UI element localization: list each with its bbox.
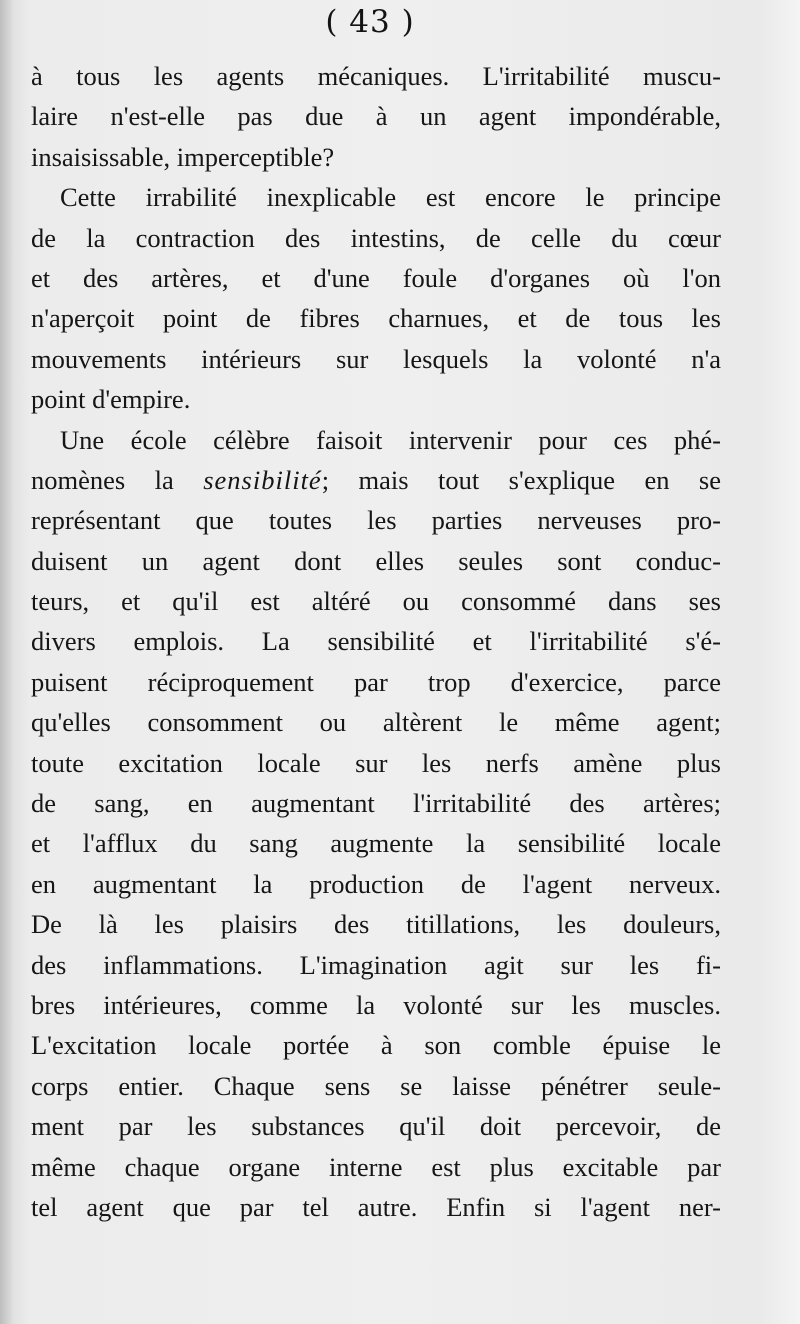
paragraph-2 xyxy=(31,177,721,419)
text-line: laire n'est-elle pas due à un agent impondérable, xyxy=(31,101,721,132)
text-line: mouvements intérieurs sur lesquels la volonté n'a xyxy=(31,343,721,374)
text-line: puisent réciproquement par trop d'exercice, parce xyxy=(31,666,721,697)
italic-term: sensibilité xyxy=(203,464,322,495)
text-span: ; mais tout s'explique en se xyxy=(321,464,722,495)
page-binding-edge xyxy=(0,0,14,1324)
text-line: représentant que toutes les parties nerveuses pro- xyxy=(31,505,721,536)
page-number: ( 43 ) xyxy=(325,4,415,40)
text-line: des inflammations. L'imagination agit sur les fi- xyxy=(31,949,721,980)
text-line: n'aperçoit point de fibres charnues, et de tous les xyxy=(31,303,721,334)
text-line: Cette irrabilité inexplicable est encore le principe xyxy=(60,182,721,213)
text-line: de la contraction des intestins, de celle du cœur xyxy=(31,222,721,253)
body-text xyxy=(31,56,721,1227)
text-line: teurs, et qu'il est altéré ou consommé dans ses xyxy=(31,586,721,617)
text-line: ment par les substances qu'il doit percevoir, de xyxy=(31,1111,721,1142)
text-line: qu'elles consomment ou altèrent le même agent; xyxy=(31,707,721,738)
text-line: De là les plaisirs des titillations, les douleurs, xyxy=(31,909,721,940)
text-span: nomènes la xyxy=(31,464,204,495)
text-line: en augmentant la production de l'agent nerveux. xyxy=(31,868,721,899)
text-line-with-italic xyxy=(31,460,721,500)
text-line: insaisissable, imperceptible? xyxy=(31,141,335,172)
text-line: duisent un agent dont elles seules sont conduc- xyxy=(31,545,721,576)
text-line: et des artères, et d'une foule d'organes où l'on xyxy=(31,262,721,293)
paragraph-3 xyxy=(31,420,721,1228)
text-line: Une école célèbre faisoit intervenir pour ces phé- xyxy=(60,424,721,455)
text-line: bres intérieures, comme la volonté sur les muscles. xyxy=(31,989,721,1020)
text-line: toute excitation locale sur les nerfs amène plus xyxy=(31,747,721,778)
text-line: et l'afflux du sang augmente la sensibilité locale xyxy=(31,828,721,859)
paragraph-1 xyxy=(31,56,721,177)
text-line: à tous les agents mécaniques. L'irritabilité muscu- xyxy=(31,61,721,91)
text-line: de sang, en augmentant l'irritabilité des artères; xyxy=(31,788,721,819)
text-line: corps entier. Chaque sens se laisse pénétrer seule- xyxy=(31,1070,721,1101)
text-line: tel agent que par tel autre. Enfin si l'agent ner- xyxy=(31,1191,721,1222)
text-line: point d'empire. xyxy=(31,384,191,415)
text-line: L'excitation locale portée à son comble épuise le xyxy=(31,1030,721,1061)
text-line: même chaque organe interne est plus excitable par xyxy=(31,1151,721,1182)
text-line: divers emplois. La sensibilité et l'irritabilité s'é- xyxy=(31,626,721,657)
